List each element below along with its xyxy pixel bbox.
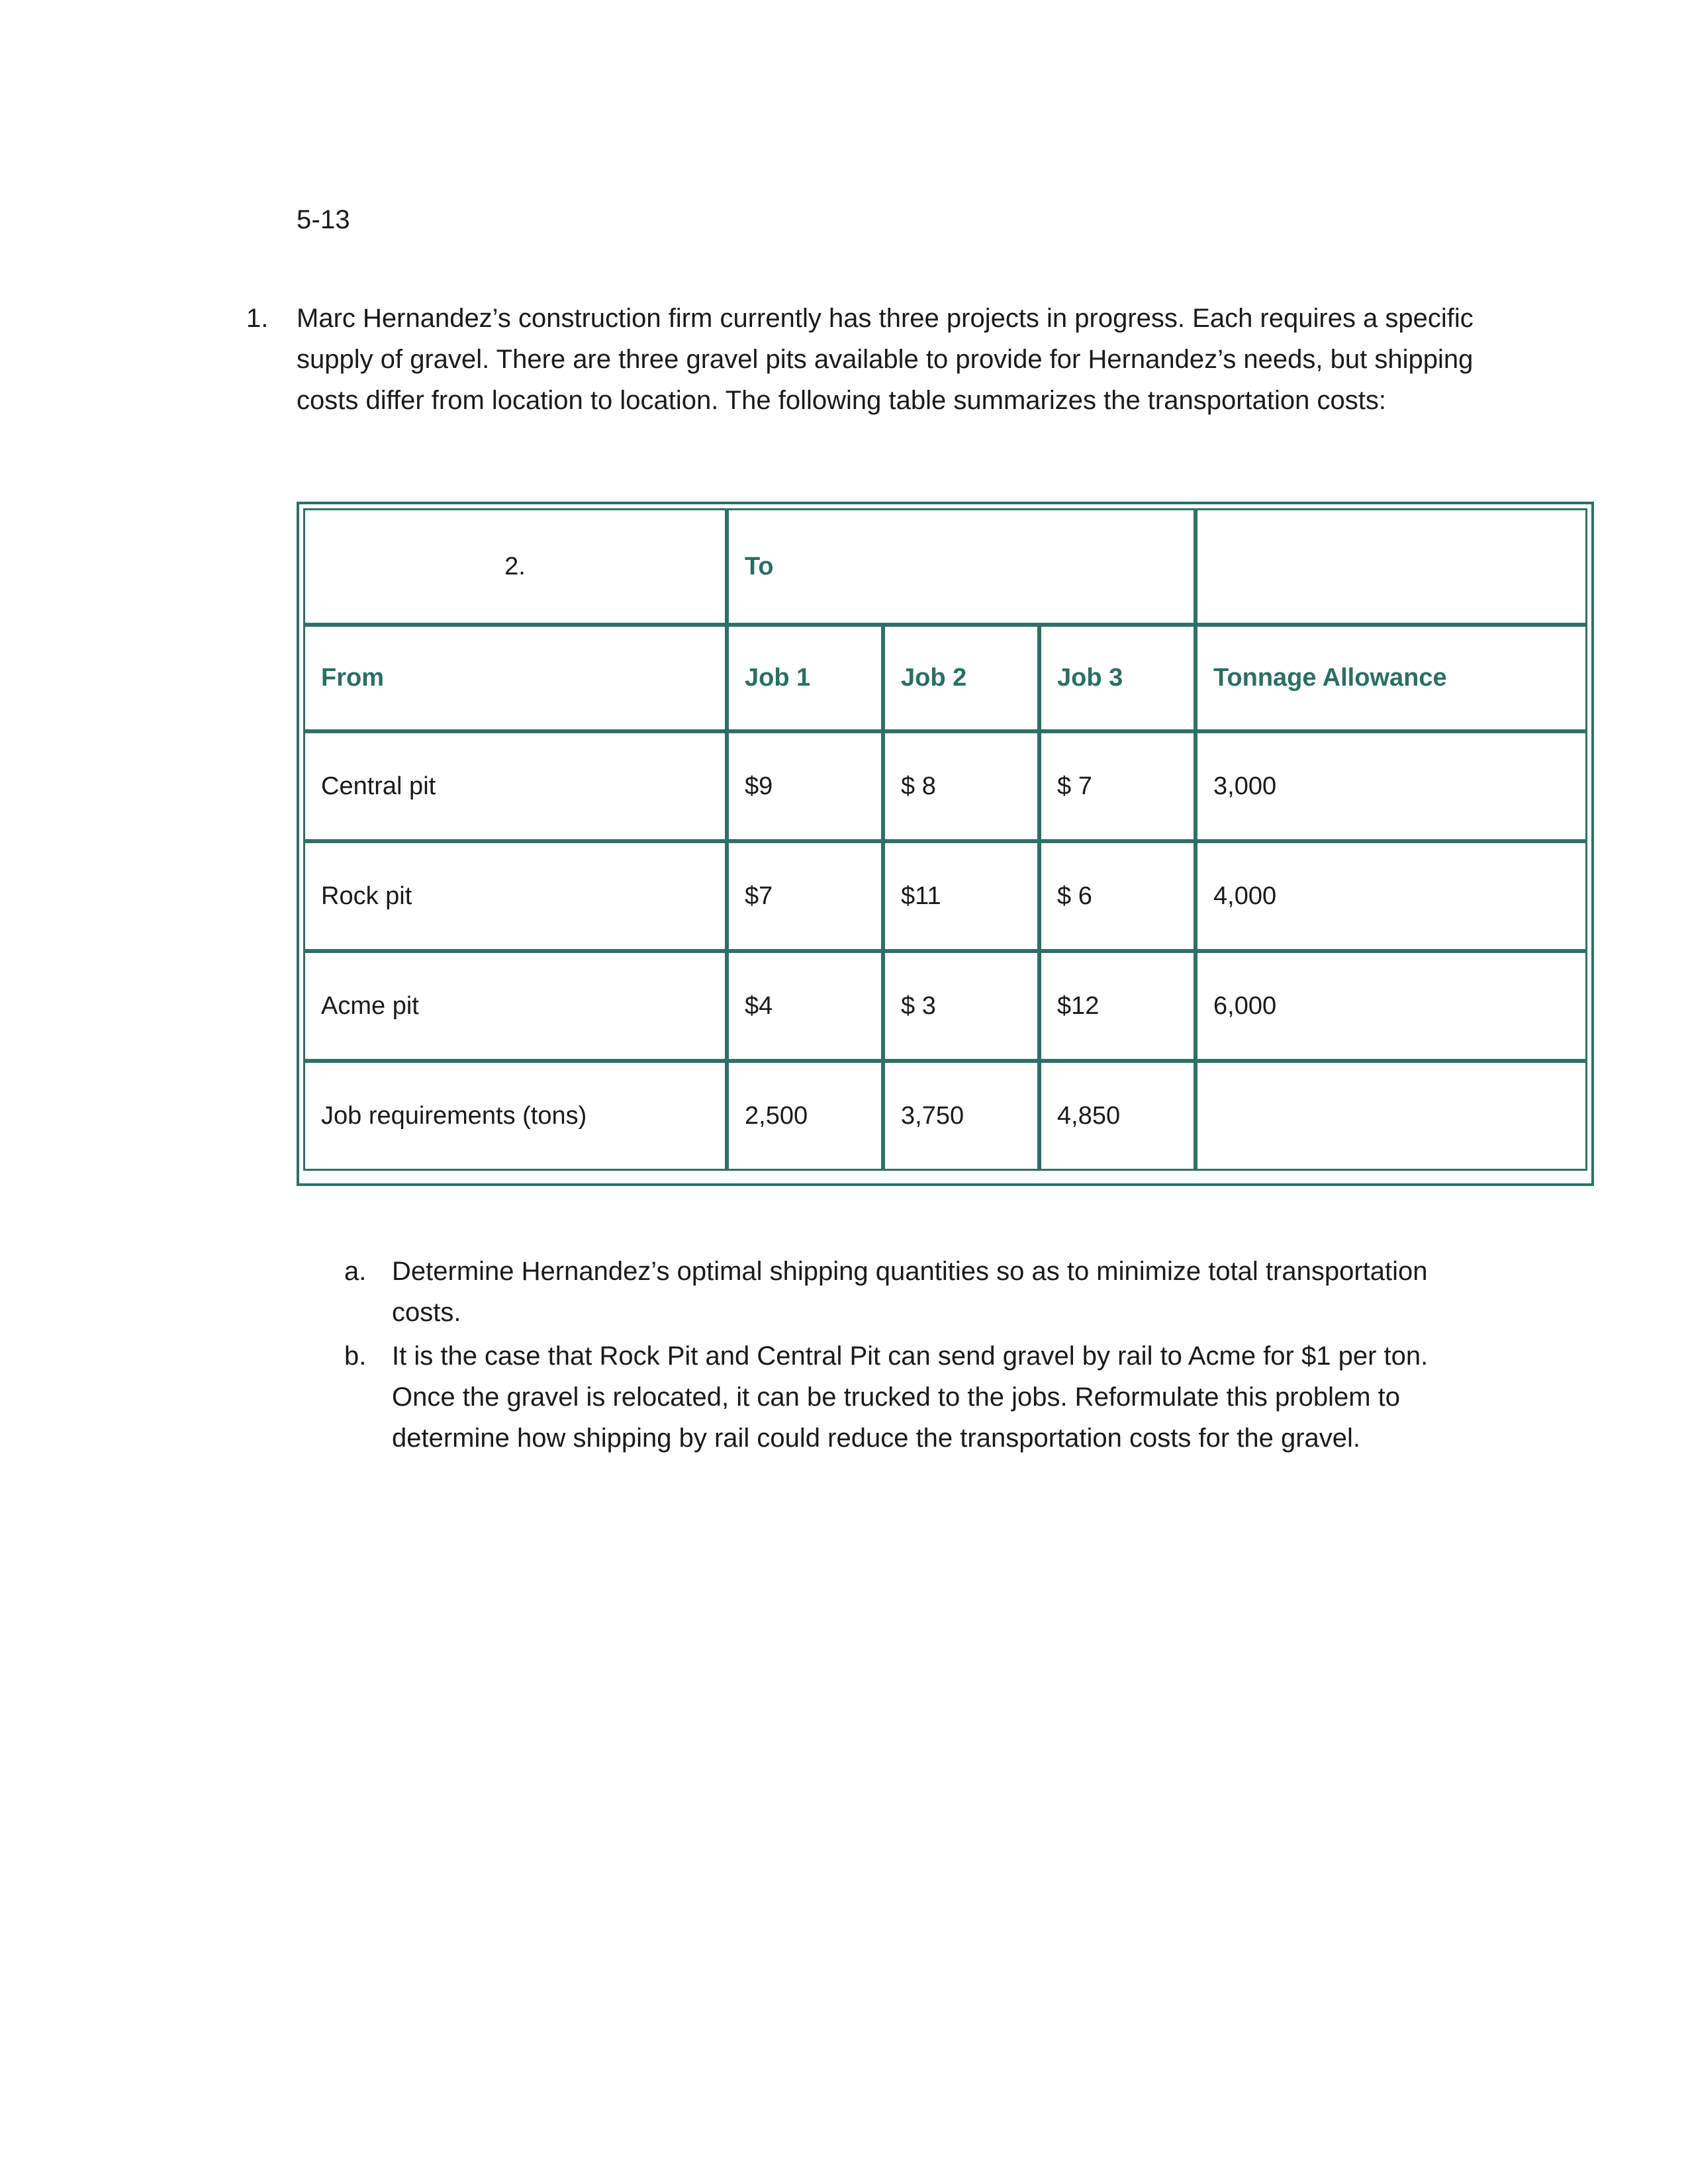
problem-number: 1.: [246, 304, 269, 333]
table-row: [303, 731, 1587, 841]
subquestion-text: It is the case that Rock Pit and Central Pit can send gravel by rail to Acme for $1 per ton. Once the gravel is relocated, it can be trucked to the jobs. Reformulate this problem to determine how shipping by rail could reduce the transportation costs for the gravel.: [392, 1342, 1429, 1453]
table-cell-tonnage: 3,000: [1196, 731, 1587, 841]
table-cell-job1: 2,500: [727, 1061, 883, 1171]
table-cell-job3: $ 6: [1039, 841, 1196, 951]
table-row: [303, 841, 1587, 951]
table-cell-tonnage: [1196, 1061, 1587, 1171]
table-cell-job2: $ 8: [883, 731, 1039, 841]
subquestion-text: Determine Hernandez’s optimal shipping quantities so as to minimize total transportation costs.: [392, 1257, 1428, 1327]
table-cell-from: Central pit: [303, 731, 727, 841]
subquestion-list: [344, 1251, 1496, 1461]
problem-statement: [246, 298, 1484, 421]
table-row-column-headers: [303, 625, 1587, 731]
list-item: [344, 1251, 1496, 1333]
table-header-tonnage-allowance: Tonnage Allowance: [1196, 625, 1587, 731]
table-cell-tonnage: 6,000: [1196, 951, 1587, 1061]
table-header-job2: Job 2: [883, 625, 1039, 731]
table-cell-job2: $ 3: [883, 951, 1039, 1061]
table-header-job1: Job 1: [727, 625, 883, 731]
table-header-from: From: [303, 625, 727, 731]
table-top-right-blank: [1196, 508, 1587, 625]
table-corner-label: 2.: [303, 508, 727, 625]
table-cell-job1: $9: [727, 731, 883, 841]
table-row: [303, 1061, 1587, 1171]
table-cell-from: Acme pit: [303, 951, 727, 1061]
table-cell-tonnage: 4,000: [1196, 841, 1587, 951]
table-row-header-top: [303, 508, 1587, 625]
table-cell-job3: 4,850: [1039, 1061, 1196, 1171]
table-cell-job1: $4: [727, 951, 883, 1061]
problem-text: Marc Hernandez’s construction firm currently has three projects in progress. Each requires a specific supply of gravel. There are three gravel pits available to provide for Hernandez’s needs, but shipping costs differ from location to location. The following table summarizes the transportation costs:: [297, 304, 1474, 415]
table-cell-from: Rock pit: [303, 841, 727, 951]
transportation-cost-table: [303, 508, 1587, 1171]
table-header-job3: Job 3: [1039, 625, 1196, 731]
table-cell-job2: $11: [883, 841, 1039, 951]
table-cell-job2: 3,750: [883, 1061, 1039, 1171]
subquestion-letter: b.: [344, 1342, 367, 1371]
table-to-label: To: [727, 508, 1196, 625]
page-label: 5-13: [297, 205, 350, 234]
table-cell-job3: $12: [1039, 951, 1196, 1061]
table-row: [303, 951, 1587, 1061]
table-cell-job3: $ 7: [1039, 731, 1196, 841]
subquestion-letter: a.: [344, 1257, 367, 1286]
table-cell-from: Job requirements (tons): [303, 1061, 727, 1171]
table-cell-job1: $7: [727, 841, 883, 951]
list-item: [344, 1336, 1496, 1459]
